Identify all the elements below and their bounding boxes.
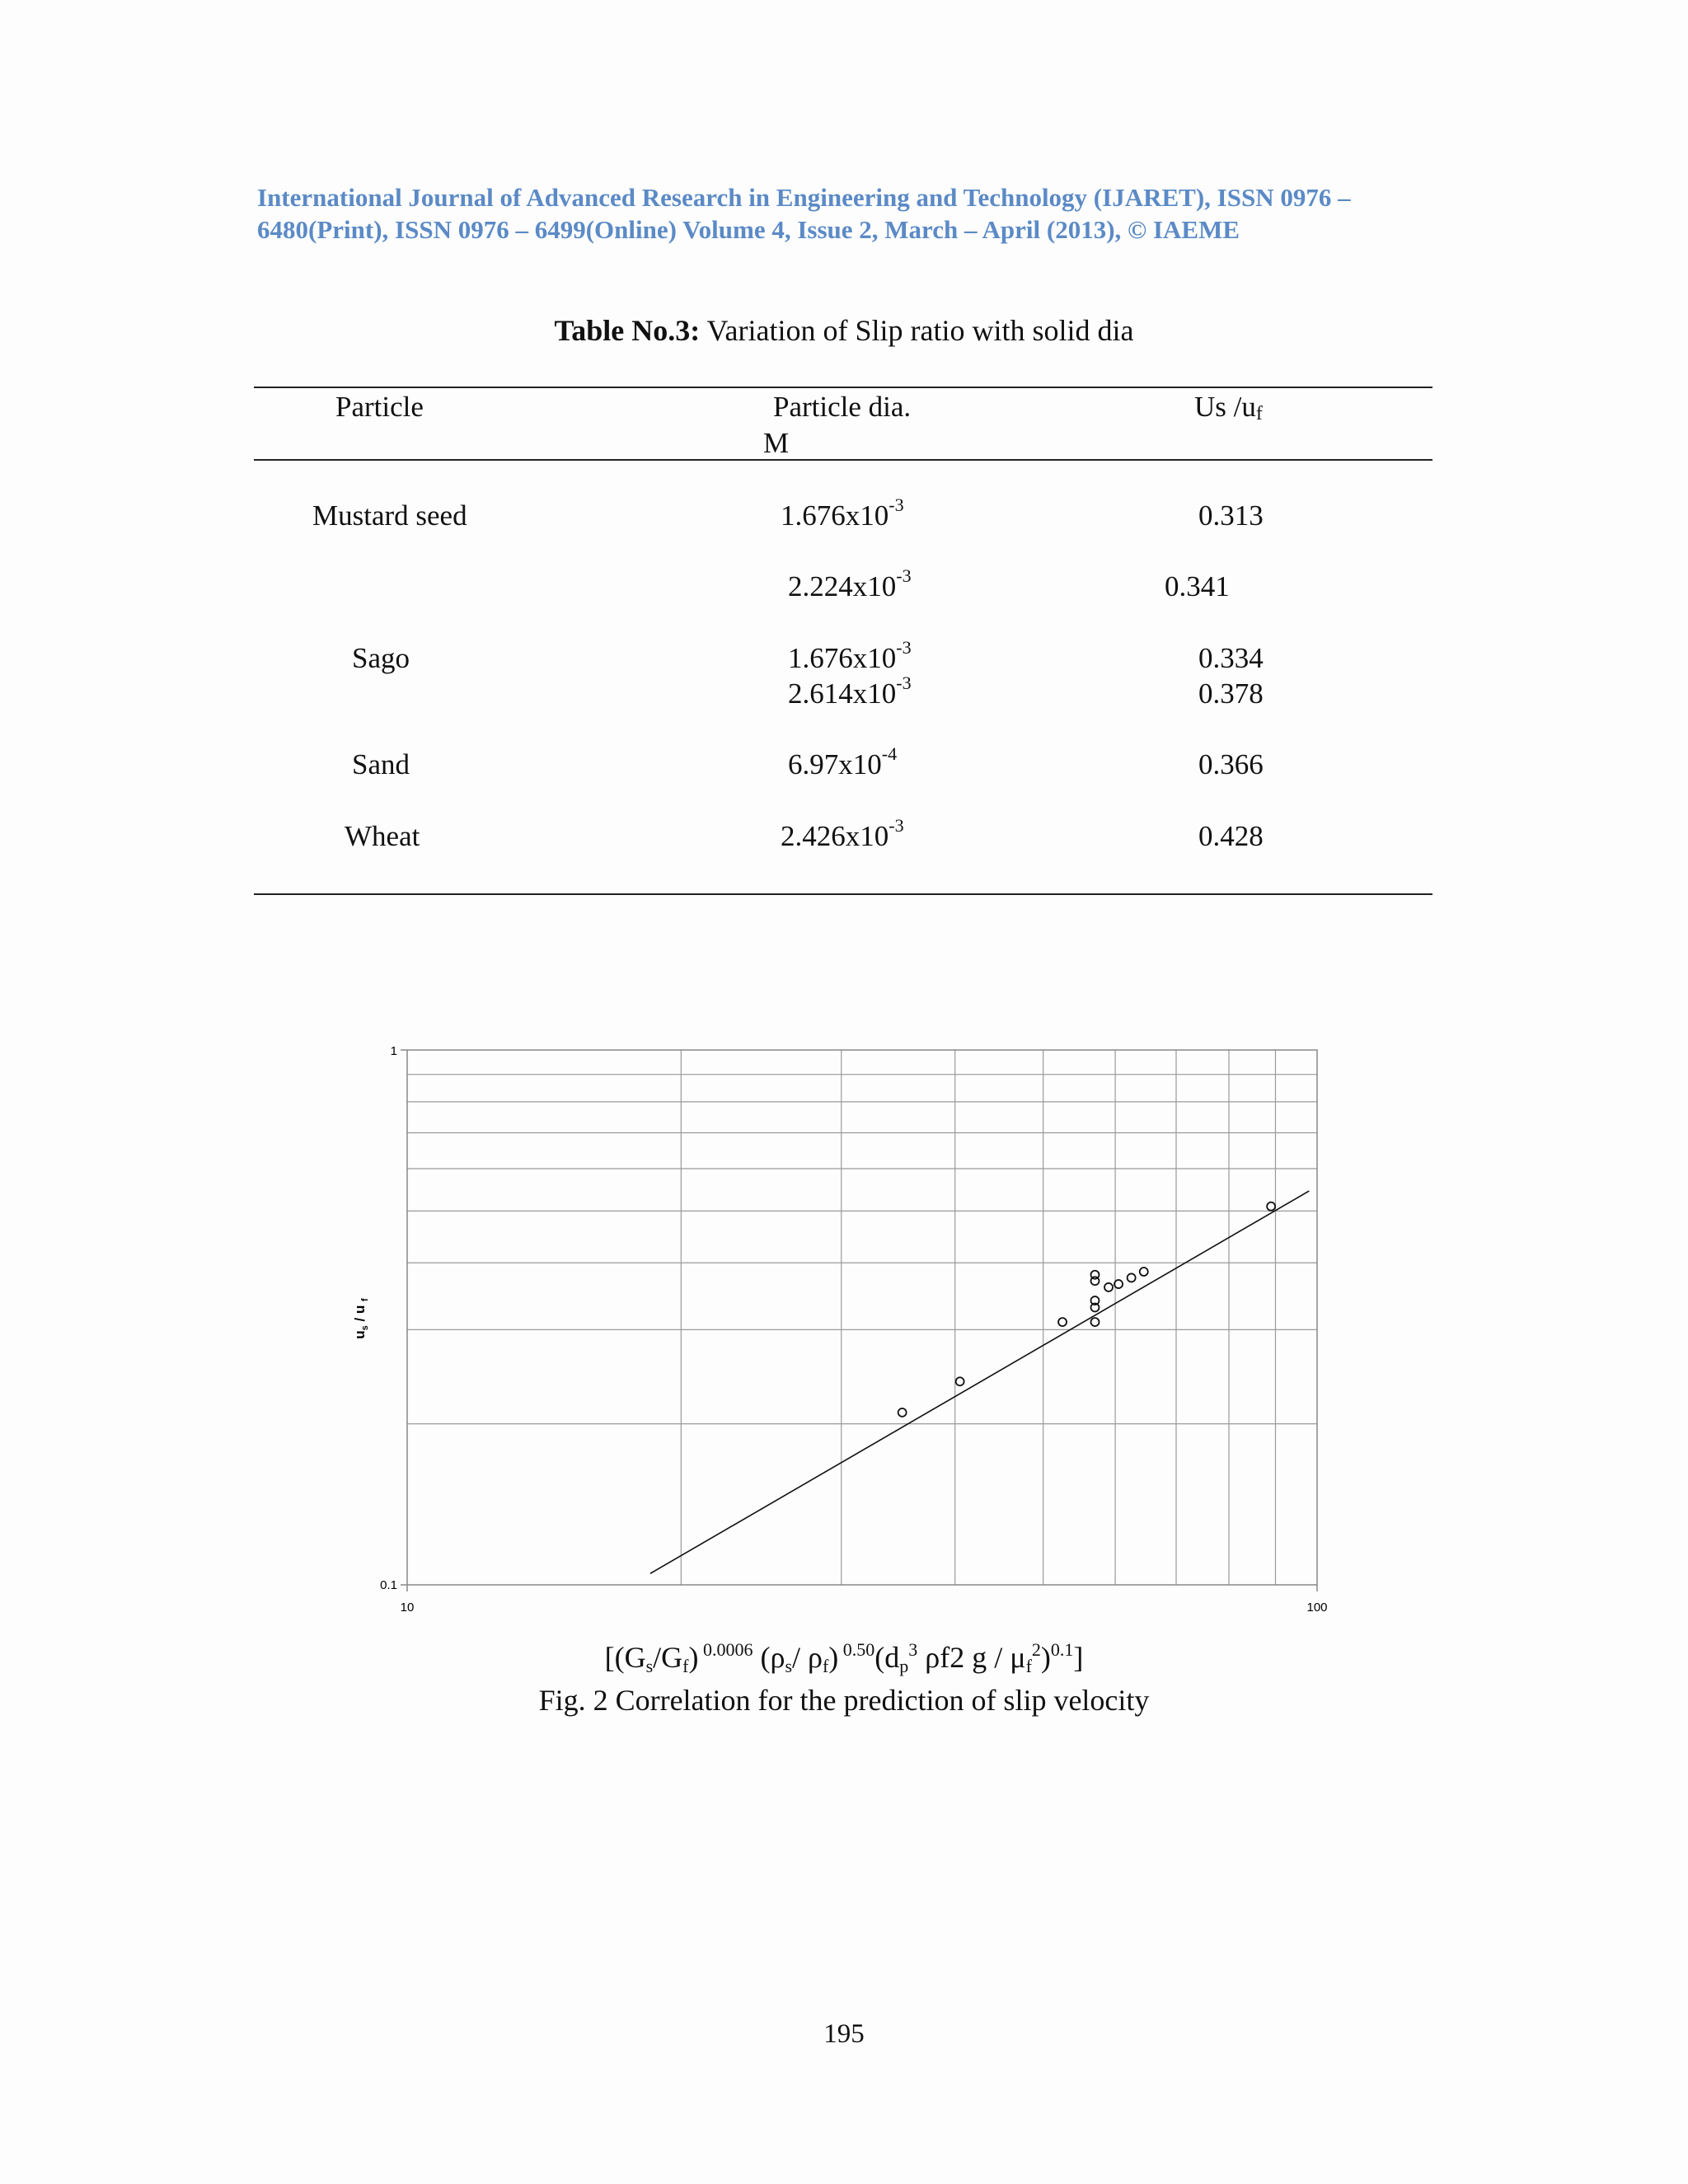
y-axis-label-main: u — [352, 1330, 368, 1339]
row-3-dia-mantissa: 1.676x10 — [788, 642, 897, 674]
formula-exp-3: 3 — [908, 1639, 918, 1660]
data-point — [1090, 1271, 1099, 1279]
row-6-dia-mantissa: 2.426x10 — [781, 820, 889, 852]
row-2-ratio: 0.341 — [1165, 570, 1230, 602]
journal-header-line2: 6480(Print), ISSN 0976 – 6499(Online) Volume 4, Issue 2, March – April (2013), © IAEME — [257, 215, 1240, 244]
header-particle-dia: Particle dia. — [773, 391, 912, 423]
formula-exp-1: 0.0006 — [698, 1639, 753, 1660]
row-2-dia-exponent: -3 — [896, 565, 912, 586]
table-title-text: Variation of Slip ratio with solid dia — [700, 314, 1134, 347]
data-point — [1128, 1273, 1136, 1282]
formula-sub-3: s — [785, 1656, 792, 1676]
formula-exp-2: 0.50 — [838, 1639, 875, 1660]
row-6-dia-exponent: -3 — [889, 815, 904, 836]
y-tick-label-bottom: 0.1 — [380, 1578, 397, 1592]
formula-part-8: ρf2 g / μ — [917, 1641, 1026, 1674]
row-3-particle: Sago — [352, 642, 410, 674]
header-particle: Particle — [335, 391, 424, 423]
formula-part-1: [(G — [604, 1641, 646, 1674]
row-4-ratio: 0.378 — [1198, 677, 1264, 710]
x-axis-formula — [0, 1640, 1688, 1675]
header-slip-ratio-main: Us /u — [1194, 391, 1256, 423]
row-5-ratio: 0.366 — [1198, 748, 1264, 780]
header-particle-dia-unit: M — [763, 427, 790, 459]
formula-sub-1: s — [645, 1656, 654, 1676]
formula-part-6: ) — [828, 1641, 839, 1674]
formula-part-5: / ρ — [792, 1641, 823, 1674]
row-5-particle: Sand — [352, 748, 410, 780]
y-axis-label-sub2: f — [360, 1298, 370, 1301]
data-point — [956, 1377, 964, 1385]
journal-header-line1: International Journal of Advanced Research in Engineering and Technology (IJARET), ISSN 0976 – — [257, 183, 1351, 212]
data-point — [1090, 1318, 1099, 1326]
row-5-dia-mantissa: 6.97x10 — [788, 748, 882, 780]
y-axis-label — [352, 1298, 370, 1339]
formula-sub-5: p — [899, 1656, 909, 1676]
row-5-dia-exponent: -4 — [881, 743, 898, 764]
formula-part-9: ) — [1040, 1641, 1051, 1674]
formula-part-3: ) — [688, 1641, 699, 1674]
row-1-dia-mantissa: 1.676x10 — [781, 499, 889, 532]
formula-exp-5: 0.1 — [1050, 1639, 1074, 1660]
plot-frame — [407, 1050, 1317, 1585]
table-title-label: Table No.3: — [554, 314, 701, 347]
row-3-dia-exponent: -3 — [896, 637, 912, 658]
y-tick-label-top: 1 — [390, 1044, 397, 1058]
row-4-dia-mantissa: 2.614x10 — [788, 677, 897, 710]
data-point — [1104, 1283, 1113, 1291]
horizontal-gridlines — [407, 1075, 1317, 1424]
x-tick-label-right: 100 — [1306, 1601, 1328, 1615]
row-3-ratio: 0.334 — [1198, 642, 1264, 674]
fit-line — [650, 1191, 1309, 1573]
row-1-ratio: 0.313 — [1198, 499, 1264, 532]
formula-part-4: (ρ — [753, 1641, 785, 1674]
row-6-ratio: 0.428 — [1198, 820, 1264, 852]
data-point — [1267, 1202, 1275, 1211]
figure-caption: Fig. 2 Correlation for the prediction of slip velocity — [538, 1684, 1150, 1717]
row-1-dia-exponent: -3 — [889, 494, 904, 515]
data-point — [1140, 1268, 1148, 1276]
formula-sub-2: f — [682, 1656, 689, 1676]
formula-part-2: /G — [653, 1641, 683, 1674]
formula-sub-4: f — [822, 1656, 829, 1676]
y-axis-label-mid: / u — [352, 1301, 368, 1326]
row-6-particle: Wheat — [345, 820, 420, 852]
page-number: 195 — [823, 2019, 865, 2049]
data-point — [898, 1408, 907, 1417]
formula-sub-6: f — [1025, 1656, 1032, 1676]
x-tick-label-left: 10 — [400, 1601, 415, 1615]
formula-part-7: (d — [874, 1641, 900, 1674]
y-axis-label-sub1: s — [360, 1325, 370, 1331]
row-4-dia-exponent: -3 — [896, 673, 912, 693]
axis-ticks — [401, 1050, 1317, 1591]
header-slip-ratio-sub: f — [1255, 403, 1263, 424]
row-2-dia-mantissa: 2.224x10 — [788, 570, 897, 602]
data-point — [1058, 1318, 1067, 1326]
formula-exp-4: 2 — [1031, 1639, 1041, 1660]
row-1-particle: Mustard seed — [312, 499, 467, 532]
formula-part-10: ] — [1073, 1641, 1084, 1674]
